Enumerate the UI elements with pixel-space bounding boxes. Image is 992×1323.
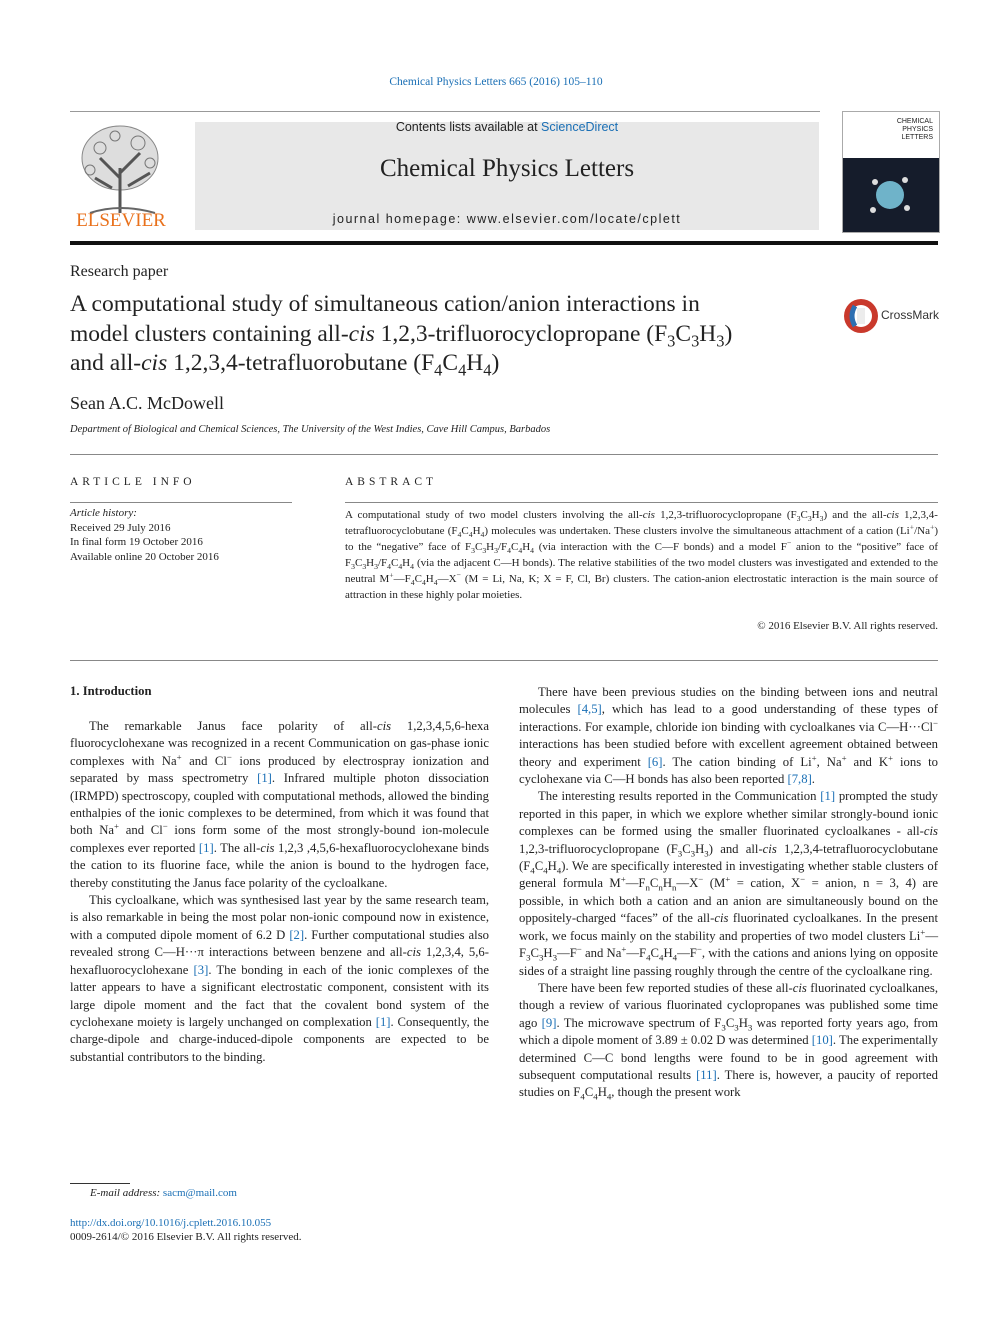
article-info-rule — [70, 502, 292, 503]
citation-link[interactable]: [10] — [811, 1033, 833, 1048]
citation-link[interactable]: [11] — [696, 1067, 717, 1082]
article-history: Article history: Received 29 July 2016 In final form 19 October 2016 Available online 20 October 2016 — [70, 507, 219, 563]
author-name: Sean A.C. McDowell — [70, 393, 224, 413]
footnote-rule — [70, 1183, 130, 1184]
body-rule — [70, 660, 938, 661]
header-bottom-rule — [70, 241, 938, 245]
affiliation-rule — [70, 454, 938, 455]
author-affiliation: Department of Biological and Chemical Sciences, The University of the West Indies, Cave Hill Campus, Barbados — [70, 424, 551, 435]
citation-link[interactable]: [2] — [289, 927, 305, 942]
abstract-text: A computational study of two model clusters involving the all-cis 1,2,3-trifluorocyclopropane $(F_3C_3H_3)$ and the all-cis 1,2,3,4-tetrafluorocyclobutane $(F_4C_4H_4)$ molecules was undertaken. These clusters involve the simultaneous attachment of a cation (Li+/Na+) to the “negative” face of $F_3C_3H_3/F_4C_4H_4$ (via interaction with the C—F bonds) and a model F− anion to the “positive” face of $F_3C_3H_3/F_4C_4H_4$ (via the adjacent C—H bonds). The relative stabilities of the two model clusters was investigated and extended to the neutral $M^+—F_4C_4H_4—X^-$ (M = Li, Na, K; X = F, Cl, Br) clusters. The cation-anion electrostatic interaction is the main source of attraction in these highly polar moieties. — [345, 509, 939, 601]
abstract-heading: ABSTRACT — [345, 476, 438, 488]
body-column-right — [519, 684, 938, 1102]
issn-copyright: 0009-2614/© 2016 Elsevier B.V. All rights reserved. — [70, 1231, 302, 1243]
crossmark-icon — [843, 298, 879, 334]
citation-link[interactable]: [9] — [541, 1015, 557, 1030]
email-link[interactable]: sacm@mail.com — [162, 1187, 237, 1199]
citation-link[interactable]: [1] — [375, 1014, 391, 1029]
section-heading-introduction: 1. Introduction — [70, 684, 152, 698]
doi-link[interactable]: http://dx.doi.org/10.1016/j.cplett.2016.10.055 — [70, 1217, 272, 1229]
article-type: Research paper — [70, 263, 169, 280]
citation-link[interactable]: [1] — [257, 771, 272, 786]
paragraph: The remarkable Janus face polarity of all-cis 1,2,3,4,5,6-hexa fluorocyclohexane was recognized in a recent Communication on gas-phase ionic complexes with Na+ and Cl− ions produced by electrospray ionization and separated by mass spectrometry [1]. Infrared multiple photon dissociation (IRMPD) spectroscopy, coupled with computational methods, allowed the binding enthalpies of the ionic complexes to be determined, from which it was found that both Na+ and Cl− ions form some of the most strongly-bound ion-molecule complexes ever reported [1]. The all-cis 1,2,3 ,4,5,6-hexafluorocyclohexane binds the cation to its fluorine face, while the anion is bound to the hydrogen face, thereby constituting the Janus face polarity of the cycloalkane. — [70, 719, 490, 890]
paragraph: There have been previous studies on the binding between ions and neutral molecules [4,5], which has lead to a good understanding of these types of interactions. For example, chloride ion binding with cycloalkanes via C—H···Cl− interactions has been studied before with excellent agreement obtained between theory and experiment [6]. The cation binding of Li+, Na+ and K+ ions to cyclohexane via C—H bonds has also been reported [7,8]. — [519, 685, 938, 787]
paragraph: There have been few reported studies of these all-cis fluorinated cycloalkanes, though a review of various fluorinated cyclopropanes was published some time ago [9]. The microwave spectrum of $F_3C_3H_3$ was reported forty years ago, from which a dipole moment of 3.89 ± 0.02 D was determined [10]. The experimentally determined C—C bond lengths were found to be in good agreement with subsequent computational results [11]. There is, however, a paucity of reported studies on $F_4C_4H_4$, though the present work — [519, 980, 938, 1102]
article-title: A computational study of simultaneous cation/anion interactions in model clusters containing all-cis 1,2,3-trifluorocyclopropane $(F_3C_3H_3)$ and all-cis 1,2,3,4-tetrafluorobutane $(F_4C_4H_4)$ — [70, 291, 733, 380]
elsevier-wordmark: ELSEVIER — [76, 210, 166, 231]
citation-link[interactable]: [6] — [647, 754, 663, 769]
cover-molecule-icon — [865, 170, 915, 220]
paragraph: This cycloalkane, which was synthesised last year by the same research team, is also remarkable in being the most polar non-ionic compound now in existence, with a computed dipole moment of 6.2 D [2]. Further computational studies also revealed strong C—H···π interactions between benzene and all-cis 1,2,3,4, 5,6-hexafluorocyclohexane [3]. The bonding in each of the ionic complexes of the latter appears to have a significant electrostatic component, consistent with its large dipole moment and the fact that the covalent bond system of the cyclohexane moiety is largely unchanged on complexation [1]. Consequently, the charge-dipole and charge-induced-dipole components are expected to be substantial contributors to the binding. — [70, 893, 490, 1064]
contents-line: Contents lists available at ScienceDirect — [395, 120, 619, 134]
citation-link[interactable]: [7,8] — [787, 772, 812, 787]
paragraph: The interesting results reported in the Communication [1] prompted the study reported in this paper, in which we explore whether similar strongly-bound ionic complexes can be formed using the smaller fluorinated cycloalkanes - all-cis 1,2,3-trifluorocyclopropane $(F_3C_3H_3)$ and all-cis 1,2,3,4-tetrafluorocyclobutane $(F_4C_4H_4)$. We are specifically interested in investigating whether stable clusters of general formula $M^+—F_nC_nH_n—X^-$ (M+ = cation, X− = anion, n = 3, 4) are possible, in which both a cation and an anion are simultaneously bound on the oppositely-charged “faces” of the all-cis fluorinated cycloalkanes. In the present work, we focus mainly on the stability and properties of two model clusters $Li^+—F_3C_3H_3—F^-$ and $Na^+—F_4C_4H_4—F^-$, with the cations and anions lying on opposite sides of a straight line passing roughly through the centre of the cycloalkane ring. — [519, 789, 938, 978]
header-top-rule — [70, 111, 820, 112]
journal-homepage: journal homepage: www.elsevier.com/locate/cplett — [332, 212, 682, 226]
author-email-footnote: E-mail address: sacm@mail.com — [90, 1187, 237, 1199]
journal-cover-image — [842, 111, 940, 233]
citation-link[interactable]: [1] — [198, 840, 214, 855]
sciencedirect-link[interactable]: ScienceDirect — [541, 120, 619, 134]
body-column-left — [70, 718, 489, 1066]
journal-name: Chemical Physics Letters — [379, 155, 635, 182]
citation-link[interactable]: [4,5] — [577, 702, 602, 717]
crossmark-label: CrossMark — [881, 308, 940, 322]
citation-link[interactable]: [3] — [193, 962, 209, 977]
citation-link[interactable]: [1] — [820, 789, 836, 804]
article-info-heading: ARTICLE INFO — [70, 476, 196, 488]
abstract-rule — [345, 502, 938, 503]
journal-citation[interactable]: Chemical Physics Letters 665 (2016) 105–110 — [389, 76, 603, 88]
crossmark-badge[interactable] — [843, 298, 943, 334]
abstract-copyright: © 2016 Elsevier B.V. All rights reserved. — [757, 620, 938, 632]
cover-title: CHEMICAL PHYSICS LETTERS — [896, 118, 933, 141]
homepage-link[interactable]: www.elsevier.com/locate/cplett — [466, 212, 682, 226]
elsevier-logo — [70, 118, 172, 233]
